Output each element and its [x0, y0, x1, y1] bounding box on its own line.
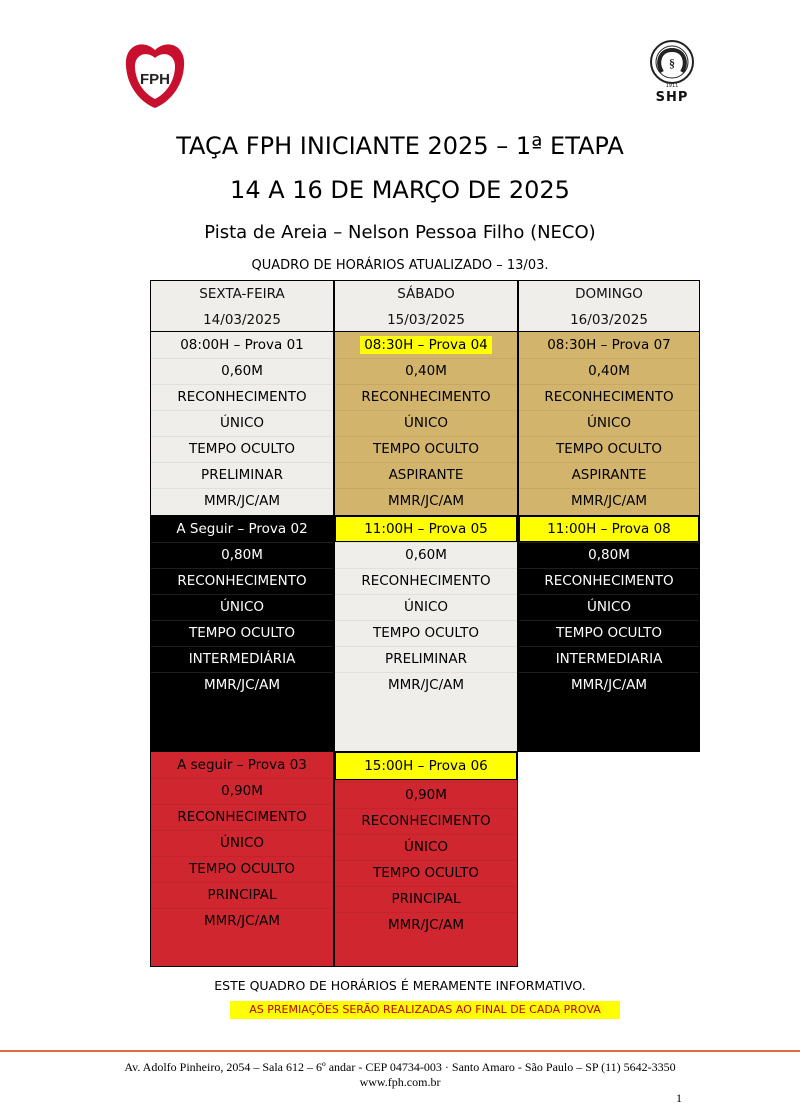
prova-time-heading: 15:00H – Prova 06 — [335, 752, 517, 780]
prova-block — [334, 516, 518, 752]
prova-time-heading: 08:30H – Prova 07 — [547, 337, 671, 353]
prova-block — [334, 332, 518, 516]
row-divider — [519, 410, 699, 411]
svg-text:§: § — [669, 56, 675, 70]
block-border — [519, 751, 699, 752]
prova-detail: TEMPO OCULTO — [556, 625, 662, 641]
row-divider — [335, 488, 517, 489]
prova-detail: 0,40M — [405, 363, 447, 379]
day-name: SEXTA-FEIRA — [199, 286, 285, 302]
row-divider — [335, 568, 517, 569]
row-divider — [519, 646, 699, 647]
prova-detail: ÚNICO — [219, 415, 264, 431]
day-header — [518, 280, 700, 332]
prova-detail: 0,90M — [405, 787, 447, 803]
row-divider — [151, 384, 333, 385]
prova-time-heading: 11:00H – Prova 05 — [335, 516, 517, 542]
prova-detail: MMR/JC/AM — [570, 677, 648, 693]
fph-logo-text: FPH — [140, 71, 170, 88]
prova-detail: ÚNICO — [403, 599, 448, 615]
prova-detail: ASPIRANTE — [388, 467, 464, 483]
prova-detail: TEMPO OCULTO — [373, 865, 479, 881]
informative-note: ESTE QUADRO DE HORÁRIOS É MERAMENTE INFORMATIVO. — [214, 978, 586, 993]
row-divider — [335, 646, 517, 647]
prova-block — [150, 332, 334, 516]
prova-detail: RECONHECIMENTO — [361, 573, 491, 589]
row-divider — [519, 568, 699, 569]
row-divider — [151, 462, 333, 463]
prova-block — [334, 752, 518, 967]
prova-time-heading: A Seguir – Prova 02 — [176, 521, 308, 537]
prova-detail: ASPIRANTE — [571, 467, 647, 483]
row-divider — [151, 672, 333, 673]
row-divider — [335, 620, 517, 621]
row-divider — [151, 568, 333, 569]
row-divider — [519, 358, 699, 359]
row-divider — [519, 542, 699, 543]
prova-time-highlight: 08:30H – Prova 04 — [360, 336, 492, 354]
day-date: 14/03/2025 — [203, 312, 281, 328]
prova-detail: ÚNICO — [586, 415, 631, 431]
prova-detail: 0,60M — [405, 547, 447, 563]
day-name: SÁBADO — [397, 286, 455, 302]
event-dates: 14 A 16 DE MARÇO DE 2025 — [230, 176, 570, 204]
prova-detail: MMR/JC/AM — [203, 677, 281, 693]
prova-time-heading: 11:00H – Prova 08 — [519, 516, 699, 542]
row-divider — [335, 542, 517, 543]
row-divider — [335, 672, 517, 673]
row-divider — [151, 778, 333, 779]
prova-detail: RECONHECIMENTO — [177, 573, 307, 589]
prova-detail: TEMPO OCULTO — [373, 441, 479, 457]
row-divider — [335, 834, 517, 835]
svg-text:1911: 1911 — [665, 83, 679, 89]
prova-detail: TEMPO OCULTO — [189, 861, 295, 877]
prova-detail: 0,90M — [221, 783, 263, 799]
footer-address: Av. Adolfo Pinheiro, 2054 – Sala 612 – 6º andar - CEP 04734-003 · Santo Amaro - São Paulo – SP (11) 5642-3350 — [124, 1060, 676, 1074]
row-divider — [335, 594, 517, 595]
block-border — [151, 966, 333, 967]
prova-detail: ÚNICO — [586, 599, 631, 615]
prova-time-heading: 08:00H – Prova 01 — [180, 337, 304, 353]
day-header — [150, 280, 334, 332]
row-divider — [519, 620, 699, 621]
prova-detail: RECONHECIMENTO — [544, 389, 674, 405]
row-divider — [151, 488, 333, 489]
shp-logo-text: SHP — [655, 90, 689, 105]
row-divider — [519, 672, 699, 673]
prova-block — [150, 752, 334, 967]
row-divider — [335, 384, 517, 385]
prova-detail: PRELIMINAR — [201, 467, 283, 483]
row-divider — [519, 462, 699, 463]
row-divider — [151, 908, 333, 909]
prova-detail: MMR/JC/AM — [387, 917, 465, 933]
row-divider — [151, 804, 333, 805]
day-date: 15/03/2025 — [387, 312, 465, 328]
row-divider — [519, 594, 699, 595]
row-divider — [335, 358, 517, 359]
row-divider — [519, 488, 699, 489]
prova-detail: TEMPO OCULTO — [189, 441, 295, 457]
prova-detail: TEMPO OCULTO — [556, 441, 662, 457]
prova-detail: RECONHECIMENTO — [177, 389, 307, 405]
row-divider — [151, 594, 333, 595]
prova-detail: RECONHECIMENTO — [361, 813, 491, 829]
prova-detail: MMR/JC/AM — [387, 493, 465, 509]
row-divider — [151, 646, 333, 647]
prova-detail: ÚNICO — [403, 415, 448, 431]
prova-detail: 0,80M — [588, 547, 630, 563]
prova-detail: MMR/JC/AM — [203, 913, 281, 929]
prova-detail: PRINCIPAL — [391, 891, 461, 907]
row-divider — [335, 462, 517, 463]
prova-detail: INTERMEDIARIA — [555, 651, 663, 667]
page-number: 1 — [676, 1091, 682, 1105]
row-divider — [151, 436, 333, 437]
prova-detail: MMR/JC/AM — [387, 677, 465, 693]
prova-detail: ÚNICO — [219, 835, 264, 851]
fph-logo — [122, 40, 188, 112]
row-divider — [151, 830, 333, 831]
footer-divider — [0, 1050, 800, 1052]
prova-detail: RECONHECIMENTO — [177, 809, 307, 825]
row-divider — [335, 886, 517, 887]
prova-block — [518, 332, 700, 516]
prova-detail: INTERMEDIÁRIA — [188, 651, 296, 667]
row-divider — [335, 912, 517, 913]
row-divider — [151, 542, 333, 543]
footer-website: www.fph.com.br — [359, 1075, 441, 1089]
row-divider — [335, 860, 517, 861]
row-divider — [335, 782, 517, 783]
row-divider — [335, 410, 517, 411]
update-note: QUADRO DE HORÁRIOS ATUALIZADO – 13/03. — [251, 258, 549, 273]
row-divider — [335, 808, 517, 809]
prova-detail: MMR/JC/AM — [203, 493, 281, 509]
prova-block — [518, 516, 700, 752]
row-divider — [335, 436, 517, 437]
prova-detail: 0,40M — [588, 363, 630, 379]
row-divider — [151, 620, 333, 621]
prova-detail: 0,80M — [221, 547, 263, 563]
shp-logo — [640, 38, 704, 110]
prova-detail: PRINCIPAL — [207, 887, 277, 903]
block-border — [335, 966, 517, 967]
row-divider — [519, 436, 699, 437]
prova-detail: ÚNICO — [403, 839, 448, 855]
prova-detail: PRELIMINAR — [385, 651, 467, 667]
prova-detail: RECONHECIMENTO — [361, 389, 491, 405]
prova-time-heading: A seguir – Prova 03 — [177, 757, 307, 773]
prova-time-heading — [335, 332, 517, 358]
venue: Pista de Areia – Nelson Pessoa Filho (NECO) — [204, 222, 596, 243]
prova-detail: MMR/JC/AM — [570, 493, 648, 509]
day-name: DOMINGO — [575, 286, 643, 302]
prova-detail: RECONHECIMENTO — [544, 573, 674, 589]
prova-block — [150, 516, 334, 752]
day-date: 16/03/2025 — [570, 312, 648, 328]
prova-detail: 0,60M — [221, 363, 263, 379]
row-divider — [151, 882, 333, 883]
prova-detail: ÚNICO — [219, 599, 264, 615]
prova-detail: TEMPO OCULTO — [373, 625, 479, 641]
prova-detail: TEMPO OCULTO — [189, 625, 295, 641]
event-title: TAÇA FPH INICIANTE 2025 – 1ª ETAPA — [176, 132, 624, 160]
row-divider — [151, 856, 333, 857]
row-divider — [151, 358, 333, 359]
day-header — [334, 280, 518, 332]
awards-note: AS PREMIAÇÕES SERÃO REALIZADAS AO FINAL DE CADA PROVA — [230, 1001, 620, 1019]
row-divider — [151, 410, 333, 411]
row-divider — [519, 384, 699, 385]
